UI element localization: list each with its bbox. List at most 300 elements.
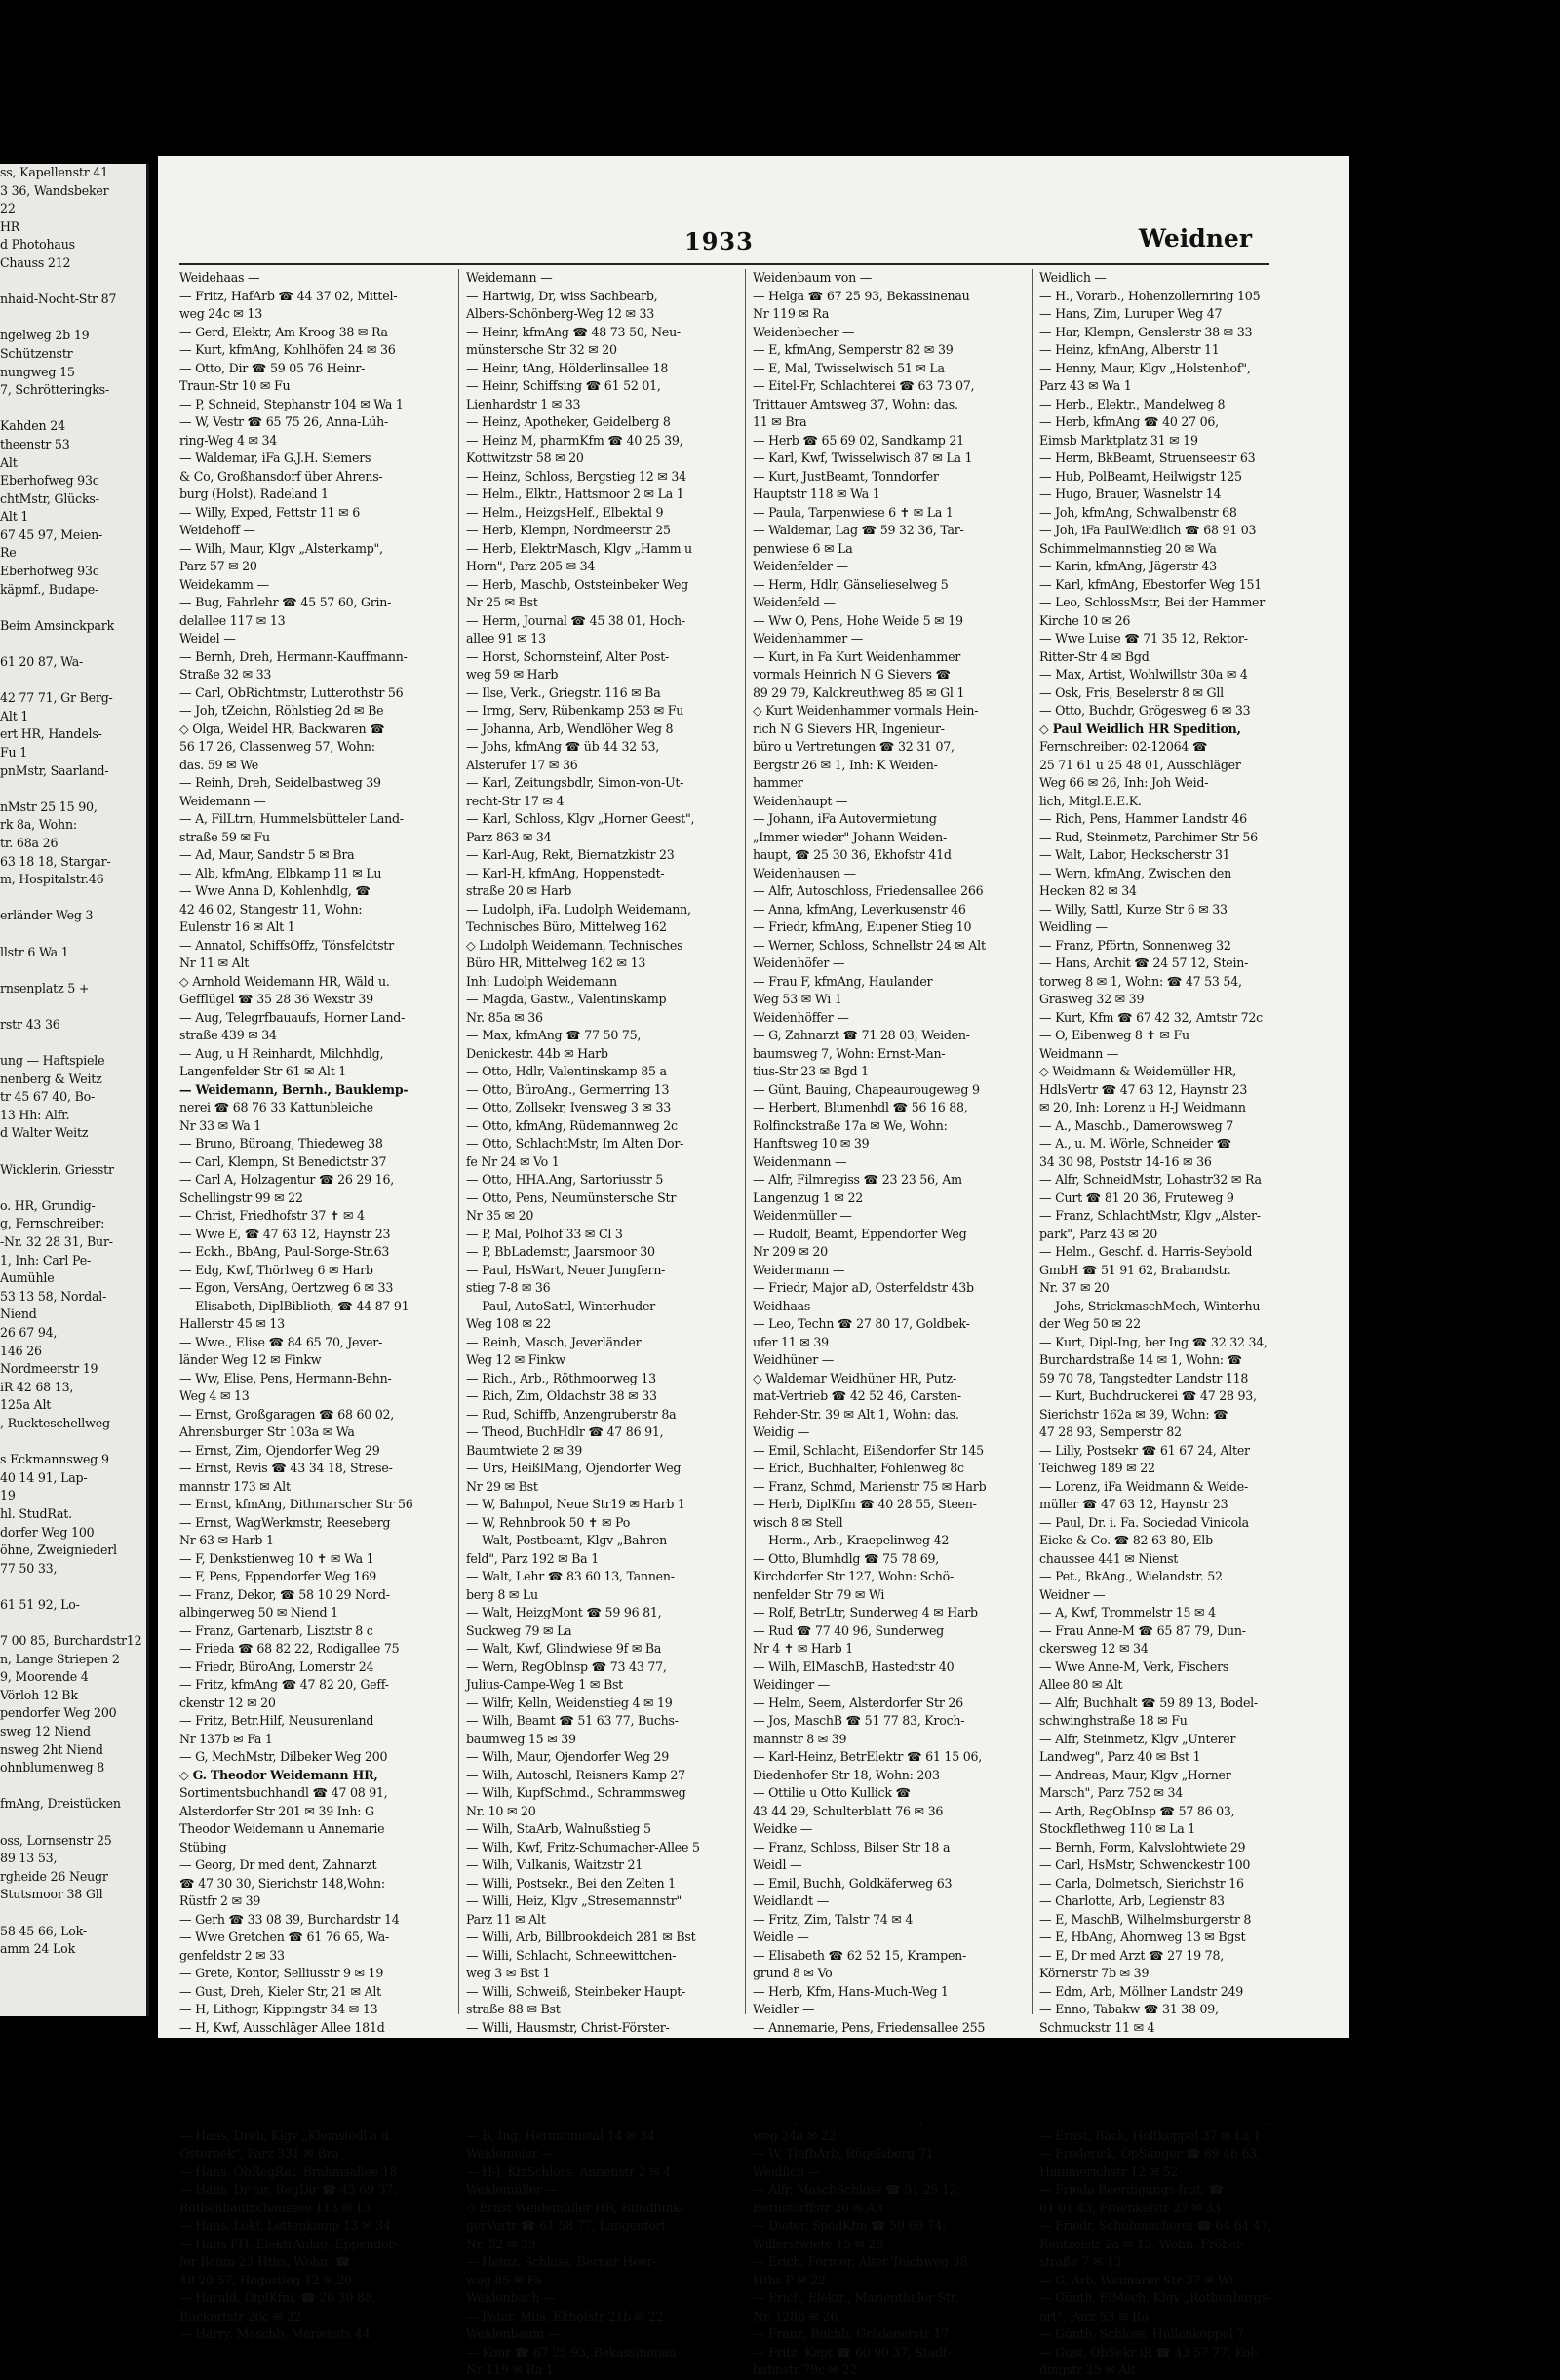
fragment-line: rstr 43 36 — [0, 1016, 60, 1032]
directory-entry-line: — Leo, SchlossMstr, Bei der Hammer — [1039, 595, 1266, 609]
directory-entry-line: penwiese 6 ✉ La — [753, 540, 853, 556]
directory-entry-line: — Franz, Pförtn, Sonnenweg 32 — [1039, 937, 1231, 953]
directory-entry-line: — Johs, StrickmaschMech, Winterhu- — [1039, 1298, 1265, 1313]
directory-entry-line: — Franz, Schmd, Marienstr 75 ✉ Harb — [753, 1478, 987, 1494]
directory-entry-line: Landweg", Parz 40 ✉ Bst 1 — [1039, 1749, 1201, 1764]
fragment-line: 9, Moorende 4 — [0, 1669, 89, 1685]
fragment-line: pendorfer Weg 200 — [0, 1705, 117, 1721]
directory-entry-line: Weidlich — — [753, 2164, 820, 2179]
directory-entry-line: — Christ, Friedhofstr 37 ✝ ✉ 4 — [179, 1208, 365, 1223]
fragment-line — [0, 780, 146, 799]
directory-entry-line: — Helm., Elktr., Hattsmoor 2 ✉ La 1 — [466, 487, 684, 501]
directory-entry-line: — Franz, Gartenarb, Lisztstr 8 c — [179, 1622, 373, 1638]
directory-entry-line: mannstr 173 ✉ Alt — [179, 1478, 291, 1494]
directory-entry-line: — Wwe E, ☎ 47 63 12, Haynstr 23 — [179, 1226, 391, 1241]
directory-entry-line: straße 88 ✉ Bst — [466, 2002, 561, 2016]
directory-entry-line: — Rud ☎ 77 40 96, Sunderweg — [753, 1622, 944, 1638]
directory-entry-line: Weg 4 ✉ 13 — [179, 1388, 250, 1403]
directory-entry-line: chaussee 441 ✉ Nienst — [1039, 1550, 1179, 1566]
directory-entry-line: Weidenhaupt — — [753, 793, 848, 808]
directory-entry-line: — Ernst, WagWerkmstr, Reeseberg — [179, 1514, 391, 1530]
directory-entry-line: — A., u. M. Wörle, Schneider ☎ — [1039, 1136, 1232, 1151]
directory-entry-line: — Erich, Elektr., Marienthaler Str. — [753, 2290, 958, 2305]
directory-entry-line: 48 20 57, Hegestieg 12 ✉ 20 — [179, 2272, 352, 2287]
fragment-line: erländer Weg 3 — [0, 908, 94, 923]
directory-entry-line: torweg 8 ✉ 1, Wohn: ☎ 47 53 54, — [1039, 973, 1242, 989]
column-2 — [466, 269, 741, 2377]
directory-entry-line: Weidenmüller — — [753, 1208, 852, 1223]
directory-entry-line: albingerweg 50 ✉ Niend 1 — [179, 1605, 338, 1619]
directory-entry-line: — Ernst, Zim, Ojendorfer Weg 29 — [179, 1442, 380, 1458]
directory-entry-line: — Max, Artist, Wohlwillstr 30a ✉ 4 — [1039, 667, 1248, 682]
directory-entry-line: park", Parz 43 ✉ 20 — [1039, 1226, 1157, 1241]
directory-entry-line: — Willi, Heiz, Klgv „Stresemannstr" — [466, 1893, 682, 1908]
directory-entry-line: — Ernst, Bäck, Holtkoppel 37 ✉ La 1 — [1039, 2127, 1262, 2143]
fragment-line: amm 24 Lok — [0, 1941, 75, 1957]
directory-entry-line: berg 8 ✉ Lu — [466, 1586, 538, 1602]
directory-entry-line: — Heinz, kfmAng, Alberstr 11 — [1039, 342, 1220, 357]
fragment-line: 1, Inh: Carl Pe- — [0, 1252, 92, 1268]
directory-entry-line: — Heinz, Apotheker, Geidelberg 8 — [466, 414, 671, 429]
directory-entry-line: Hths P ✉ 22 — [753, 2272, 826, 2287]
directory-entry-line: — Hans, Archit ☎ 24 57 12, Stein- — [1039, 956, 1249, 970]
directory-entry-line: „Immer wieder" Johann Weiden- — [753, 829, 947, 844]
directory-entry-line: Allee 80 ✉ Alt — [1039, 1677, 1123, 1692]
directory-entry-line: — Paul, Dr. i. Fa. Sociedad Vinicola — [1039, 1514, 1249, 1530]
directory-entry-line: Willerstwiete 15 ✉ 26 — [753, 2236, 883, 2251]
directory-entry-line: — Eitel-Fr, Schlachterei ☎ 63 73 07, — [753, 378, 975, 393]
fragment-line — [0, 1179, 146, 1197]
directory-entry-line: — Andreas, Maur, Klgv „Horner — [1039, 1767, 1231, 1782]
directory-entry-line: — Georg, Dr med dent, Zahnarzt — [179, 1857, 377, 1872]
directory-entry-line: — Willi, Hausmstr, Christ-Förster- — [466, 2019, 670, 2035]
directory-entry-line: — W, Bahnpol, Neue Str19 ✉ Harb 1 — [466, 1497, 685, 1511]
directory-entry-line: — Herb, kfmAng ☎ 40 27 06, — [1039, 414, 1219, 429]
directory-entry-line: Parz 57 ✉ 20 — [179, 559, 257, 573]
fragment-line: Beim Amsinckpark — [0, 617, 115, 633]
directory-entry-line: Weidemeier — — [466, 2146, 554, 2161]
directory-entry-line: Weidler — — [753, 2002, 815, 2016]
directory-entry-line: — Otto, HHA.Ang, Sartoriusstr 5 — [466, 1172, 664, 1187]
directory-entry-line: — Bernh, Form, Kalvslohtwiete 29 — [1039, 1839, 1246, 1854]
directory-entry-line: ◇ Kurt Weidenhammer vormals Hein- — [753, 703, 979, 718]
directory-entry-line: wisch 8 ✉ Stell — [753, 1514, 843, 1530]
column-divider — [745, 269, 746, 2014]
directory-entry-line: Büro HR, Mittelweg 162 ✉ 13 — [466, 956, 646, 970]
directory-entry-line: — Har, Klempn, Genslerstr 38 ✉ 33 — [1039, 324, 1253, 339]
directory-entry-line: Kirche 10 ✉ 26 — [1039, 612, 1131, 628]
directory-entry-line: Hammerichstr 12 ✉ 52 — [1039, 2164, 1179, 2179]
directory-entry-line: — Wilh, Maur, Ojendorfer Weg 29 — [466, 1749, 669, 1764]
directory-entry-line: — O, Eibenweg 8 ✝ ✉ Fu — [1039, 1028, 1190, 1042]
fragment-line — [0, 1578, 146, 1596]
directory-entry-line: Weidenbaum von — — [753, 270, 873, 285]
directory-entry-line: — Dieter, SpedKfm ☎ 59 69 74, — [753, 2218, 947, 2233]
directory-entry-line: — Franz, Buchh, Grädenerstr 17 — [753, 2326, 950, 2341]
directory-entry-line: weg 24c ✉ 13 — [179, 306, 262, 321]
directory-entry-line: — F, Denkstienweg 10 ✝ ✉ Wa 1 — [179, 1550, 374, 1566]
directory-entry-line: — Walt, Labor, Heckscherstr 31 — [1039, 847, 1230, 862]
directory-entry-line: — Wwe., Elise ☎ 84 65 70, Jever- — [179, 1334, 383, 1349]
directory-entry-line: Rehder-Str. 39 ✉ Alt 1, Wohn: das. — [753, 1406, 959, 1422]
directory-entry-line: — Otto, Pens, Neumünstersche Str — [466, 1190, 677, 1205]
fragment-line: 7 00 85, Burchardstr12 — [0, 1633, 142, 1649]
column-1 — [179, 269, 454, 2341]
directory-entry-line: — Waldemar, Lag ☎ 59 32 36, Tar- — [753, 523, 964, 537]
directory-entry-line: — Kurt, in Fa Kurt Weidenhammer — [753, 648, 961, 664]
directory-entry-line: Weidlich — — [1039, 270, 1107, 285]
directory-entry-line: Weidhüner — — [753, 1352, 835, 1367]
directory-entry-line: ckersweg 12 ✉ 34 — [1039, 1641, 1149, 1656]
directory-entry-line: Langenfelder Str 61 ✉ Alt 1 — [179, 1064, 347, 1078]
directory-entry-line: — Ernst, Revis ☎ 43 34 18, Strese- — [179, 1461, 393, 1475]
scan-border — [158, 2038, 1349, 2123]
directory-entry-line: — Heinr, tAng, Hölderlinsallee 18 — [466, 360, 669, 375]
directory-entry-line: — Hans, Lokf, Lettenkamp 13 ✉ 34 — [179, 2218, 391, 2233]
fragment-line: Aumühle — [0, 1270, 55, 1286]
directory-entry-line: — Fritz, Zim, Talstr 74 ✉ 4 — [753, 1911, 914, 1927]
directory-entry-line: Osterbek", Parz 331 ✉ Bra — [179, 2146, 339, 2161]
directory-entry-line: Sortimentsbuchhandl ☎ 47 08 91, — [179, 1785, 388, 1800]
fragment-line: öhne, Zweigniederl — [0, 1542, 117, 1558]
directory-entry-line: Rothenbaumchaussee 113 ✉ 13 — [179, 2200, 370, 2215]
directory-entry-line: — Alfr, SchneidMstr, Lohastr32 ✉ Ra — [1039, 1172, 1262, 1187]
directory-entry-line: — Carl, HsMstr, Schwenckestr 100 — [1039, 1857, 1251, 1872]
fragment-line — [0, 889, 146, 908]
fragment-line — [0, 925, 146, 944]
directory-entry-line: — E, MaschB, Wilhelmsburgerstr 8 — [1039, 1911, 1252, 1927]
directory-entry-line: Weidemann — — [466, 270, 553, 285]
directory-entry-line: — Karl-Aug, Rekt, Biernatzkistr 23 — [466, 847, 675, 862]
fragment-line: d Photohaus — [0, 237, 75, 253]
adjacent-page-fragment — [0, 164, 149, 2016]
directory-entry-line: — Kurt, JustBeamt, Tonndorfer — [753, 468, 939, 484]
directory-entry-line: — Willi, Arb, Billbrookdeich 281 ✉ Bst — [466, 1930, 696, 1944]
fragment-line — [0, 599, 146, 617]
directory-entry-line: — Harald, DiplKfm, ☎ 26 30 88, — [179, 2290, 376, 2305]
directory-entry-line: — E, HbAng, Ahornweg 13 ✉ Bgst — [1039, 1930, 1246, 1944]
directory-entry-line: — Alb, kfmAng, Elbkamp 11 ✉ Lu — [179, 865, 382, 880]
directory-entry-line: — Alfr, Steinmetz, Klgv „Unterer — [1039, 1731, 1236, 1746]
directory-entry-line: — Frau F, kfmAng, Haulander — [753, 973, 933, 989]
directory-entry-line: Alsterdorfer Str 201 ✉ 39 Inh: G — [179, 1803, 374, 1818]
directory-entry-line: — Henny, Maur, Klgv „Holstenhof", — [1039, 360, 1251, 375]
directory-entry-line: — Urs, HeißlMang, Ojendorfer Weg — [466, 1461, 682, 1475]
directory-entry-line: — Jos, MaschB ☎ 51 77 83, Kroch- — [753, 1713, 965, 1728]
directory-entry-line: Weidle — — [753, 1930, 809, 1944]
directory-entry-line: Bernstorffstr 20 ✉ Alt — [753, 2200, 884, 2215]
fragment-line — [0, 1777, 146, 1796]
directory-entry-line: ◇ Olga, Weidel HR, Backwaren ☎ — [179, 721, 385, 736]
directory-entry-line: — Karl, Kwf, Twisselwisch 87 ✉ La 1 — [753, 450, 973, 465]
directory-entry-line: — Günth, ElMech, Klgv „Rothenburgs- — [1039, 2290, 1271, 2305]
directory-entry-line: mat-Vertrieb ☎ 42 52 46, Carsten- — [753, 1388, 961, 1403]
fragment-line: 63 18 18, Stargar- — [0, 853, 111, 869]
directory-entry-line: — Joh, iFa PaulWeidlich ☎ 68 91 03 — [1039, 523, 1257, 537]
fragment-line: 67 45 97, Meien- — [0, 527, 103, 542]
directory-entry-line: weg 85 ✉ Fa — [466, 2272, 542, 2287]
directory-entry-line: — Heinz, Schloss, Bergstieg 12 ✉ 34 — [466, 468, 686, 484]
directory-entry-line: — Grete, Kontor, Selliusstr 9 ✉ 19 — [179, 1966, 384, 1980]
directory-entry-line: Nr 33 ✉ Wa 1 — [179, 1117, 261, 1133]
directory-entry-line: Kottwitzstr 58 ✉ 20 — [466, 450, 584, 465]
directory-entry-line: tius-Str 23 ✉ Bgd 1 — [753, 1064, 869, 1078]
directory-entry-line: feld", Parz 192 ✉ Ba 1 — [466, 1550, 599, 1566]
directory-entry-line: — Otto, kfmAng, Rüdemannweg 2c — [466, 1117, 678, 1133]
directory-entry-line: — Paul, AutoSattl, Winterhuder — [466, 1298, 655, 1313]
directory-entry-line: — Herb ☎ 65 69 02, Sandkamp 21 — [753, 432, 964, 448]
directory-entry-line: Langenzug 1 ✉ 22 — [753, 1190, 864, 1205]
fragment-line: 3 36, Wandsbeker — [0, 182, 109, 198]
directory-entry-line: — Fritz, Kapt ☎ 60 90 37, Stadt- — [753, 2344, 952, 2360]
directory-entry-line: — Alfr, Filmregiss ☎ 23 23 56, Am — [753, 1172, 962, 1187]
fragment-line: rk 8a, Wohn: — [0, 817, 77, 833]
directory-entry-line: Weidehoff — — [179, 523, 255, 537]
column-divider — [1032, 269, 1033, 2014]
directory-entry-line: nenfelder Str 79 ✉ Wi — [753, 1586, 885, 1602]
directory-entry-line: Baumtwiete 2 ✉ 39 — [466, 1442, 583, 1458]
fragment-line: nMstr 25 15 90, — [0, 799, 98, 814]
directory-entry-line: Nr 63 ✉ Harb 1 — [179, 1533, 274, 1547]
directory-entry-line: — Rud, Schiffb, Anzengruberstr 8a — [466, 1406, 677, 1422]
directory-entry-line: 42 46 02, Stangestr 11, Wohn: — [179, 901, 363, 917]
directory-entry-line: fe Nr 24 ✉ Vo 1 — [466, 1153, 560, 1169]
directory-entry-line: burg (Holst), Radeland 1 — [179, 487, 329, 501]
directory-entry-line: — P, BbLademstr, Jaarsmoor 30 — [466, 1244, 655, 1259]
fragment-line: Niend — [0, 1307, 37, 1322]
directory-entry-line: — Herb, Maschb, Oststeinbeker Weg — [466, 576, 688, 592]
fragment-line: fmAng, Dreistücken — [0, 1796, 121, 1812]
directory-entry-line: Ahrensburger Str 103a ✉ Wa — [179, 1424, 355, 1439]
directory-entry-line: baumsweg 7, Wohn: Ernst-Man- — [753, 1045, 946, 1061]
fragment-line: Kahden 24 — [0, 418, 65, 434]
fragment-line: Re — [0, 545, 17, 561]
directory-entry-line: — Karl, Schloss, Klgv „Horner Geest", — [466, 811, 695, 826]
directory-entry-line: Nr. 85a ✉ 36 — [466, 1009, 543, 1025]
directory-entry-line: — Ernst, Großgaragen ☎ 68 60 02, — [179, 1406, 395, 1422]
directory-entry-line: — Edg, Kwf, Thörlweg 6 ✉ Harb — [179, 1262, 373, 1277]
directory-entry-line: — Carl, ObRichtmstr, Lutterothstr 56 — [179, 684, 404, 700]
directory-entry-line: — Heinz M, pharmKfm ☎ 40 25 39, — [466, 432, 683, 448]
fragment-line: pnMstr, Saarland- — [0, 762, 109, 778]
directory-entry-line: weg 3 ✉ Bst 1 — [466, 1966, 551, 1980]
directory-entry-line: Parz 863 ✉ 34 — [466, 829, 552, 844]
directory-entry-line: — Ludolph, iFa. Ludolph Weidemann, — [466, 901, 691, 917]
directory-entry-line: — Franz, Schloss, Bilser Str 18 a — [753, 1839, 951, 1854]
directory-entry-line: — Frau Anne-M ☎ 65 87 79, Dun- — [1039, 1622, 1246, 1638]
directory-entry-line: ufer 11 ✉ 39 — [753, 1334, 829, 1349]
directory-entry-line: Rüstfr 2 ✉ 39 — [179, 1893, 261, 1908]
directory-entry-line: — Charlotte, Arb, Legienstr 83 — [1039, 1893, 1225, 1908]
directory-entry-line: — Kurt, Buchdruckerei ☎ 47 28 93, — [1039, 1388, 1257, 1403]
directory-entry-line: Weidlandt — — [753, 1893, 830, 1908]
directory-entry-line: — Gerh ☎ 33 08 39, Burchardstr 14 — [179, 1911, 400, 1927]
directory-entry-line: — Otto, Blumhdlg ☎ 75 78 69, — [753, 1550, 940, 1566]
directory-entry-line: — Karl-Heinz, BetrElektr ☎ 61 15 06, — [753, 1749, 982, 1764]
directory-entry-line: müller ☎ 47 63 12, Haynstr 23 — [1039, 1497, 1228, 1511]
header-rule — [179, 263, 1269, 265]
directory-entry-line: — Ww O, Pens, Hohe Weide 5 ✉ 19 — [753, 612, 963, 628]
directory-entry-line: — Willy, Exped, Fettstr 11 ✉ 6 — [179, 504, 360, 520]
directory-entry-line: — Franz, SchlachtMstr, Klgv „Alster- — [1039, 1208, 1261, 1223]
directory-entry-line: — Willy, Sattl, Kurze Str 6 ✉ 33 — [1039, 901, 1228, 917]
directory-entry-line: Weidermann — — [753, 1262, 845, 1277]
directory-entry-line: bahnstr 79c ✉ 22 — [753, 2362, 858, 2377]
directory-entry-line: — Herm, Journal ☎ 45 38 01, Hoch- — [466, 612, 685, 628]
fragment-line: Wicklerin, Griesstr — [0, 1161, 114, 1177]
directory-entry-line: — Fritz, Betr.Hilf, Neusurenland — [179, 1713, 374, 1728]
directory-entry-line: — Frederick, OpSänger ☎ 89 46 63, — [1039, 2146, 1261, 2161]
directory-entry-line: — Rudolf, Beamt, Eppendorfer Weg — [753, 1226, 967, 1241]
directory-entry-line: 59 70 78, Tangstedter Landstr 118 — [1039, 1370, 1249, 1385]
directory-entry-line: — Bernh, Dreh, Hermann-Kauffmann- — [179, 648, 408, 664]
directory-entry-line: — E, Dr med Arzt ☎ 27 19 78, — [1039, 1947, 1224, 1963]
directory-entry-line: hammer — [753, 775, 803, 790]
directory-entry-line: straße 7 ✉ 13 — [1039, 2254, 1122, 2269]
directory-entry-line: — Alfr, Autoschloss, Friedensallee 266 — [753, 883, 984, 898]
directory-entry-line: — Hans, ObRegRat, Brahmsallee 18 — [179, 2164, 398, 2179]
directory-entry-line: — Konr ☎ 67 25 93, Bekassinenau — [466, 2344, 677, 2360]
directory-entry-line: — Ottilie u Otto Kullick ☎ — [753, 1785, 911, 1800]
directory-entry-line: — Helm., HeizgsHelf., Elbektal 9 — [466, 504, 664, 520]
directory-entry-line: — Peter, Mus, Ekhofstr 21b ✉ 22 — [466, 2308, 664, 2323]
directory-entry-line: Nr. 37 ✉ 20 — [1039, 1280, 1110, 1295]
directory-entry-line: Denickestr. 44b ✉ Harb — [466, 1045, 608, 1061]
fragment-line: 125a Alt — [0, 1397, 52, 1413]
directory-entry-line: Julius-Campe-Weg 1 ✉ Bst — [466, 1677, 623, 1692]
directory-entry-line: haupt, ☎ 25 30 36, Ekhofstr 41d — [753, 847, 952, 862]
directory-entry-line: — Erich, Former, Alter Teichweg 38 — [753, 2254, 968, 2269]
directory-entry-line: rich N G Sievers HR, Ingenieur- — [753, 721, 945, 736]
fragment-line: Chauss 212 — [0, 254, 71, 270]
fragment-line: nsweg 2ht Niend — [0, 1741, 103, 1757]
fragment-line: 77 50 33, — [0, 1560, 58, 1576]
directory-entry-line: — Weidemann, Bernh., Bauklemp- — [179, 1081, 409, 1097]
directory-entry-line: — Wern, kfmAng, Zwischen den — [1039, 865, 1231, 880]
directory-entry-line: — Fritz, kfmAng ☎ 47 82 20, Geff- — [179, 1677, 389, 1692]
directory-entry-line: dingstr 25 ✉ Alt — [1039, 2362, 1136, 2377]
directory-entry-line: Bergstr 26 ✉ 1, Inh: K Weiden- — [753, 757, 938, 772]
directory-entry-line: Weg 108 ✉ 22 — [466, 1316, 552, 1331]
directory-entry-line: — Ilse, Verk., Griegstr. 116 ✉ Ba — [466, 684, 661, 700]
fragment-line: 53 13 58, Nordal- — [0, 1288, 107, 1304]
directory-entry-line: — H, Kwf, Ausschläger Allee 181d — [179, 2019, 385, 2035]
directory-entry-line: — Emil, Schlacht, Eißendorfer Str 145 — [753, 1442, 984, 1458]
fragment-line: 13 Hh: Alfr. — [0, 1107, 70, 1122]
directory-entry-line: — F, Pens, Eppendorfer Weg 169 — [179, 1569, 376, 1583]
directory-entry-line: — W, Vestr ☎ 65 75 26, Anna-Lüh- — [179, 414, 388, 429]
directory-entry-line: Parz 43 ✉ Wa 1 — [1039, 378, 1132, 393]
directory-entry-line: — E, Mal, Twisselwisch 51 ✉ La — [753, 360, 945, 375]
directory-entry-line: vormals Heinrich N G Sievers ☎ — [753, 667, 951, 682]
directory-entry-line: — H., Vorarb., Hohenzollernring 105 — [1039, 288, 1261, 303]
directory-entry-line: — Hans, Dreh, Klgv „Kleinsiedl a d — [179, 2127, 389, 2143]
fragment-line: -Nr. 32 28 31, Bur- — [0, 1234, 113, 1250]
fragment-line: rgheide 26 Neugr — [0, 1868, 108, 1884]
directory-entry-line: Kirchdorfer Str 127, Wohn: Schö- — [753, 1569, 954, 1583]
directory-entry-line: — Otto, BüroAng., Germerring 13 — [466, 1081, 670, 1097]
directory-entry-line: fer Baum 23 Hths, Wohn: ☎ — [179, 2254, 351, 2269]
fragment-line: 61 20 87, Wa- — [0, 654, 84, 670]
fragment-line: ert HR, Handels- — [0, 726, 102, 742]
fragment-line: 22 — [0, 201, 16, 216]
directory-entry-line: Trittauer Amtsweg 37, Wohn: das. — [753, 396, 958, 411]
fragment-line: ohnblumenweg 8 — [0, 1760, 105, 1775]
directory-entry-line: — Wilh, ElMaschB, Hastedtstr 40 — [753, 1658, 955, 1674]
fragment-line: Alt — [0, 454, 18, 470]
directory-entry-line: — Willi, Postsekr., Bei den Zelten 1 — [466, 1875, 676, 1891]
directory-entry-line: — Kurt, kfmAng, Kohlhöfen 24 ✉ 36 — [179, 342, 396, 357]
directory-entry-line: — Carl A, Holzagentur ☎ 26 29 16, — [179, 1172, 394, 1187]
directory-entry-line: — Lilly, Postsekr ☎ 61 67 24, Alter — [1039, 1442, 1250, 1458]
fragment-line: o. HR, Grundig- — [0, 1197, 96, 1213]
directory-entry-line: — Gust, ObSekr iR ☎ 43 57 77, Kol- — [1039, 2344, 1259, 2360]
directory-entry-line: Nr. 10 ✉ 20 — [466, 1803, 536, 1818]
directory-entry-line: Burchardstraße 14 ✉ 1, Wohn: ☎ — [1039, 1352, 1242, 1367]
column-4 — [1039, 269, 1314, 2377]
directory-entry-line: Weidinger — — [753, 1677, 830, 1692]
directory-entry-line: — Annatol, SchiffsOffz, Tönsfeldtstr — [179, 937, 394, 953]
directory-entry-line: — Harry, Maschb, Mariensts 44 — [179, 2326, 370, 2341]
directory-entry-line: Fernschreiber: 02-12064 ☎ — [1039, 739, 1208, 754]
directory-entry-line: — Rich, Zim, Oldachstr 38 ✉ 33 — [466, 1388, 657, 1403]
directory-entry-line: — Johann, iFa Autovermietung — [753, 811, 937, 826]
directory-entry-line: Sierichstr 162a ✉ 39, Wohn: ☎ — [1039, 1406, 1228, 1422]
directory-entry-line: Nr 29 ✉ Bst — [466, 1478, 538, 1494]
directory-entry-line: — Karin, kfmAng, Jägerstr 43 — [1039, 559, 1217, 573]
directory-entry-line: — Osk, Fris, Beselerstr 8 ✉ Gll — [1039, 684, 1224, 700]
directory-entry-line: das. 59 ✉ We — [179, 757, 258, 772]
page-number: 1933 — [684, 227, 754, 255]
directory-entry-line: — Wwe Anna D, Kohlenhdlg, ☎ — [179, 883, 370, 898]
directory-entry-line: Suckweg 79 ✉ La — [466, 1622, 572, 1638]
directory-entry-line: straße 20 ✉ Harb — [466, 883, 572, 898]
directory-entry-line: nerei ☎ 68 76 33 Kattunbleiche — [179, 1100, 373, 1114]
directory-entry-line: — Franz, Dekor, ☎ 58 10 29 Nord- — [179, 1586, 390, 1602]
directory-entry-line: — Alfr, MaschSchloss ☎ 31 25 12, — [753, 2182, 961, 2197]
directory-entry-line: Ritter-Str 4 ✉ Bgd — [1039, 648, 1150, 664]
fragment-line — [0, 1143, 146, 1161]
directory-entry-line: Teichweg 189 ✉ 22 — [1039, 1461, 1155, 1475]
directory-entry-line: ckenstr 12 ✉ 20 — [179, 1695, 276, 1710]
directory-entry-line: — Günth, Schloss, Hüllenkoppel 7 — [1039, 2326, 1244, 2341]
directory-entry-line: 25 71 61 u 25 48 01, Ausschläger — [1039, 757, 1241, 772]
directory-entry-line: — Rud, Steinmetz, Parchimer Str 56 — [1039, 829, 1258, 844]
directory-entry-line: — Hans, Dr jur, RegDir ☎ 45 69 37, — [179, 2182, 397, 2197]
directory-entry-line: — Herm., Arb., Kraepelinweg 42 — [753, 1533, 950, 1547]
directory-entry-line: — Reinh, Dreh, Seidelbastweg 39 — [179, 775, 381, 790]
directory-entry-line: Weidenhöffer — — [753, 1009, 849, 1025]
directory-entry-line: — Karl, Zeitungsbdlr, Simon-von-Ut- — [466, 775, 684, 790]
directory-entry-line: — W, Rehnbrook 50 ✝ ✉ Po — [466, 1514, 631, 1530]
directory-entry-line: Albers-Schönberg-Weg 12 ✉ 33 — [466, 306, 655, 321]
directory-entry-line: Theodor Weidemann u Annemarie — [179, 1821, 385, 1836]
fragment-line: nhaid-Nocht-Str 87 — [0, 292, 117, 307]
directory-entry-line: Weg 53 ✉ Wi 1 — [753, 992, 842, 1006]
directory-entry-line: — Theod, BuchHdlr ☎ 47 86 91, — [466, 1424, 664, 1439]
directory-entry-line: — Wwe Luise ☎ 71 35 12, Rektor- — [1039, 631, 1248, 645]
directory-entry-line: — Elisabeth, DiplBiblioth, ☎ 44 87 91 — [179, 1298, 410, 1313]
directory-entry-line: Marsch", Parz 752 ✉ 34 — [1039, 1785, 1184, 1800]
fragment-line: nenberg & Weitz — [0, 1071, 102, 1086]
directory-entry-line: ◇ Ludolph Weidemann, Technisches — [466, 937, 683, 953]
fragment-line: Alt 1 — [0, 509, 29, 525]
directory-entry-line: Inh: Ludolph Weidemann — [466, 973, 617, 989]
fragment-line: 58 45 66, Lok- — [0, 1923, 87, 1938]
directory-entry-line: — Gust, Dreh, Kieler Str, 21 ✉ Alt — [179, 1983, 381, 1999]
directory-entry-line: Nr 11 ✉ Alt — [179, 956, 250, 970]
directory-entry-line: — Magda, Gastw., Valentinskamp — [466, 992, 667, 1006]
